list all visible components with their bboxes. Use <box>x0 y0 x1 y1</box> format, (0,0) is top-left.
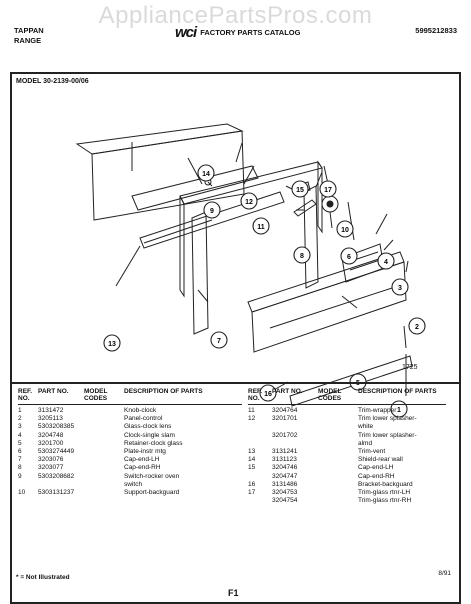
callout-6-label: 6 <box>347 254 351 261</box>
callout-9 <box>204 202 220 218</box>
wci-logo: wci <box>175 24 197 41</box>
part-no-cell: 3204754 <box>272 497 298 505</box>
part-no-cell <box>272 423 318 431</box>
description-cell: Bracket-backguard <box>358 480 413 488</box>
part-no-cell: 5303208385 <box>38 423 75 431</box>
ref-no-cell: 3 <box>18 423 22 431</box>
header-ref-no: REF. NO. <box>18 388 33 402</box>
model-codes-cell <box>84 432 124 440</box>
callout-1-label: 1 <box>397 407 401 414</box>
callout-10-label: 10 <box>341 227 349 234</box>
callout-11-label: 11 <box>257 224 265 231</box>
part-no-cell: 3204753 <box>272 489 298 497</box>
part-no-cell: 3131472 <box>38 407 64 414</box>
header-ref-no: REF. NO. <box>248 388 263 402</box>
callout-16-label: 16 <box>264 391 272 398</box>
ref-no-cell: 9 <box>18 472 22 480</box>
part-no-cell: 3203077 <box>38 464 64 472</box>
callout-8-label: 8 <box>300 253 304 260</box>
model-codes-cell <box>84 473 124 481</box>
description-cell: Cap-end-RH <box>358 472 395 480</box>
ref-no-cell: 8 <box>18 464 22 472</box>
part-no-cell: 3201701 <box>272 415 298 423</box>
ref-no-cell <box>248 497 272 505</box>
catalog-number: 5995212833 <box>415 26 457 35</box>
page-number: F1 <box>228 588 239 598</box>
callout-7-label: 7 <box>217 338 221 345</box>
catalog-page-frame <box>10 72 461 604</box>
model-codes-cell <box>318 423 358 431</box>
part-no-cell: 3131123 <box>272 456 297 464</box>
description-cell: Retainer-clock glass <box>124 439 183 447</box>
description-cell: Plate-instr mtg <box>124 448 166 456</box>
callout-5-label: 5 <box>356 380 360 387</box>
callout-17-label: 17 <box>324 187 332 194</box>
part-no-cell <box>38 481 84 489</box>
ref-no-cell <box>18 481 38 489</box>
ref-no-cell: 16 <box>248 480 256 488</box>
model-codes-cell <box>84 440 124 448</box>
table-row <box>18 448 242 456</box>
description-cell: Trim lower splasher- <box>358 415 417 423</box>
model-codes-cell <box>318 448 358 456</box>
ref-no-cell <box>248 440 272 448</box>
model-number: MODEL 30-2139-00/06 <box>16 78 89 85</box>
description-cell: white <box>358 423 374 431</box>
model-codes-cell <box>84 481 124 489</box>
description-cell: Trim-wrapper <box>358 407 397 414</box>
model-codes-cell <box>84 407 124 415</box>
ref-no-cell: 1 <box>18 407 22 414</box>
ref-no-cell: 6 <box>18 448 22 456</box>
model-codes-cell <box>84 489 124 497</box>
product-type: RANGE <box>14 36 42 45</box>
callout-8 <box>294 247 310 263</box>
header-description: DESCRIPTION OF PARTS <box>124 388 203 395</box>
ref-no-cell: 17 <box>248 489 256 497</box>
table-row <box>18 456 242 464</box>
table-row <box>248 415 446 423</box>
part-no-cell: 3201702 <box>272 431 298 439</box>
part-no-cell: 3204764 <box>272 407 298 414</box>
model-codes-cell <box>318 415 358 423</box>
footnote: * = Not Illustrated <box>16 574 70 581</box>
table-row <box>248 448 446 456</box>
model-codes-cell <box>84 448 124 456</box>
model-codes-cell <box>318 407 358 415</box>
callout-13 <box>104 335 120 351</box>
table-row <box>248 440 446 448</box>
callout-7 <box>211 332 227 348</box>
brand-block <box>14 26 44 46</box>
description-cell: Support-backguard <box>124 489 180 497</box>
part-shape-rear-shield <box>132 166 258 210</box>
table-row <box>248 481 446 489</box>
model-codes-cell <box>84 456 124 464</box>
parts-table-right <box>248 388 446 505</box>
callout-11 <box>253 218 269 234</box>
description-cell: Trim-glass rtnr-RH <box>358 497 412 505</box>
callout-14-label: 14 <box>202 171 210 178</box>
ref-no-cell: 14 <box>248 456 256 464</box>
header-model-codes: MODEL CODES <box>318 388 342 402</box>
description-cell: almd <box>358 439 373 447</box>
part-no-cell: 3203076 <box>38 456 64 464</box>
description-cell: Panel-control <box>124 415 163 423</box>
parts-table-header <box>248 388 446 405</box>
table-row <box>248 423 446 431</box>
callout-6 <box>341 248 357 264</box>
part-no-cell: 3205113 <box>38 415 63 423</box>
callout-15-label: 15 <box>296 187 304 194</box>
description-cell: Knob-clock <box>124 407 157 414</box>
ref-no-cell: 13 <box>248 448 256 456</box>
model-codes-cell <box>318 456 358 464</box>
callout-2 <box>409 318 425 334</box>
callout-10 <box>337 221 353 237</box>
callout-3-label: 3 <box>398 285 402 292</box>
model-codes-cell <box>318 440 358 448</box>
part-no-cell: 5303274449 <box>38 448 75 456</box>
model-codes-cell <box>318 432 358 440</box>
callout-12 <box>241 193 257 209</box>
parts-table-left <box>18 388 242 497</box>
part-shape-end-cap-left <box>192 212 208 334</box>
leader-lines <box>116 143 408 396</box>
ref-no-cell <box>248 423 272 431</box>
table-row <box>248 489 446 497</box>
part-no-cell: 5303131237 <box>38 489 75 497</box>
header-description: DESCRIPTION OF PARTS <box>358 388 437 395</box>
callout-13-label: 13 <box>108 341 116 348</box>
catalog-title: FACTORY PARTS CATALOG <box>200 28 301 37</box>
table-row <box>248 432 446 440</box>
model-codes-cell <box>84 464 124 472</box>
header-model-codes: MODEL CODES <box>84 388 108 402</box>
callout-15 <box>292 181 308 197</box>
model-codes-cell <box>318 464 358 472</box>
part-no-cell: 3204747 <box>272 472 298 480</box>
description-cell: Trim-vent <box>358 448 386 456</box>
figure-number: 1725 <box>402 364 418 371</box>
ref-no-cell: 2 <box>18 415 22 423</box>
table-row <box>18 407 242 415</box>
callout-2-label: 2 <box>415 324 419 331</box>
table-row <box>248 473 446 481</box>
table-row <box>18 481 242 489</box>
table-row <box>248 464 446 472</box>
part-no-cell: 5303208682 <box>38 472 75 480</box>
table-row <box>248 407 446 415</box>
part-no-cell: 3204746 <box>272 464 298 472</box>
ref-no-cell: 10 <box>18 489 26 497</box>
ref-no-cell: 5 <box>18 439 22 447</box>
table-row <box>248 456 446 464</box>
description-cell: Glass-clock lens <box>124 423 172 431</box>
description-cell: Cap-end-RH <box>124 464 161 472</box>
model-codes-cell <box>318 489 358 497</box>
table-row <box>18 423 242 431</box>
part-no-cell: 3201700 <box>38 439 64 447</box>
model-codes-cell <box>84 415 124 423</box>
parts-table-header <box>18 388 242 405</box>
callout-9-label: 9 <box>210 208 214 215</box>
description-cell: Clock-single slam <box>124 431 175 439</box>
description-cell: Cap-end-LH <box>358 464 394 472</box>
description-cell: Cap-end-LH <box>124 456 160 464</box>
part-no-cell <box>272 440 318 448</box>
callout-14 <box>198 165 214 181</box>
description-cell: switch <box>124 480 143 488</box>
ref-no-cell: 7 <box>18 456 22 464</box>
description-cell: Shield-rear wall <box>358 456 403 464</box>
model-codes-cell <box>318 481 358 489</box>
description-cell: Switch-rocker oven <box>124 472 180 480</box>
part-shape-end-cap-right <box>304 186 318 288</box>
model-codes-cell <box>318 497 358 505</box>
table-row <box>18 489 242 497</box>
table-row <box>18 415 242 423</box>
ref-no-cell: 4 <box>18 431 22 439</box>
callout-17 <box>320 181 336 197</box>
header-part-no: PART NO. <box>38 388 69 395</box>
watermark: AppliancePartsPros.com <box>98 2 373 29</box>
description-cell: Trim-glass rtnr-LH <box>358 489 411 497</box>
catalog-title-block <box>175 24 300 41</box>
ref-no-cell: 12 <box>248 415 256 423</box>
part-no-cell: 3131241 <box>272 448 298 456</box>
model-codes-cell <box>84 423 124 431</box>
ref-no-cell: 11 <box>248 407 255 414</box>
table-row <box>18 473 242 481</box>
revision-date: 8/91 <box>438 570 451 577</box>
brand-name: TAPPAN <box>14 26 44 35</box>
description-cell: Trim lower splasher- <box>358 431 417 439</box>
table-divider <box>12 382 459 384</box>
callout-4 <box>378 253 394 269</box>
ref-no-cell <box>248 432 272 440</box>
part-no-cell: 3131486 <box>272 480 298 488</box>
table-row <box>18 432 242 440</box>
part-no-cell: 3204748 <box>38 431 64 439</box>
model-codes-cell <box>318 473 358 481</box>
callout-3 <box>392 279 408 295</box>
parts-list-left <box>18 407 242 497</box>
ref-no-cell: 15 <box>248 464 256 472</box>
table-row <box>18 440 242 448</box>
ref-no-cell <box>248 473 272 481</box>
parts-list-right <box>248 407 446 505</box>
table-row <box>18 464 242 472</box>
callout-4-label: 4 <box>384 259 388 266</box>
header-part-no: PART NO. <box>272 388 303 395</box>
table-row <box>248 497 446 505</box>
callout-12-label: 12 <box>245 199 253 206</box>
part-shape-clock-knob <box>322 196 338 212</box>
